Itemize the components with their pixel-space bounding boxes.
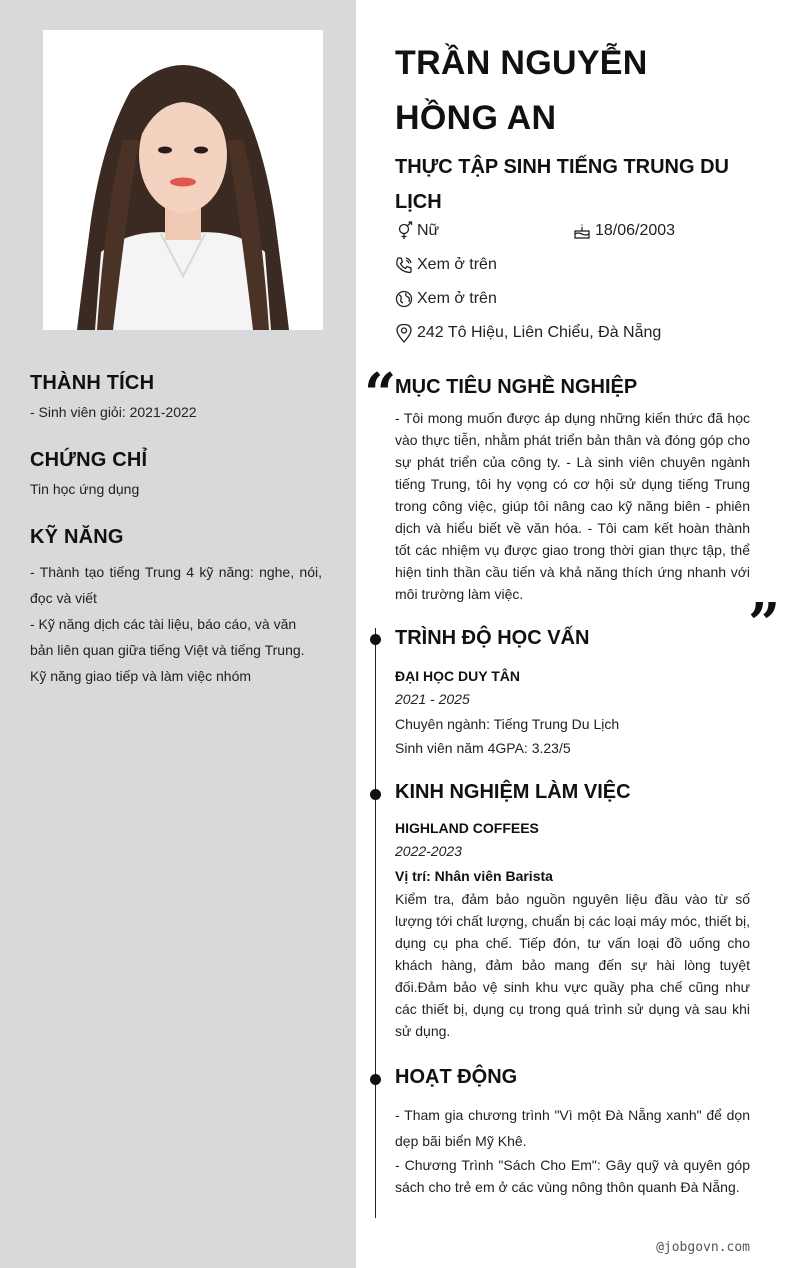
globe-icon <box>395 288 417 310</box>
experience-title: KINH NGHIỆM LÀM VIỆC <box>395 781 631 803</box>
location-pin-icon <box>395 322 417 344</box>
watermark: @jobgovn.com <box>656 1240 750 1255</box>
timeline-dot <box>370 1074 381 1085</box>
education-title: TRÌNH ĐỘ HỌC VẤN <box>395 627 590 649</box>
phone-info <box>395 254 497 276</box>
certificates-text: Tin học ứng dụng <box>30 481 140 497</box>
activity-item: - Tham gia chương trình "Vì một Đà Nẵng xanh" để dọn dẹp bãi biển Mỹ Khê. <box>395 1107 750 1149</box>
timeline-dot <box>370 634 381 645</box>
activity-item: - Chương Trình "Sách Cho Em": Gây quỹ và quyên góp sách cho trẻ em ở các vùng nông thôn quanh Đà Nẵng. <box>395 1157 750 1195</box>
cake-icon <box>573 220 595 242</box>
activities-list <box>395 1102 750 1198</box>
experience-company: HIGHLAND COFFEES <box>395 820 539 836</box>
skills-item: - Kỹ năng dịch các tài liệu, báo cáo, và văn bản liên quan giữa tiếng Việt và tiếng Trung. <box>30 616 305 658</box>
birthdate-value: 18/06/2003 <box>595 222 676 239</box>
gender-value: Nữ <box>417 222 440 239</box>
education-school: ĐẠI HỌC DUY TÂN <box>395 668 520 684</box>
experience-entry <box>395 818 750 1042</box>
experience-period: 2022-2023 <box>395 843 462 859</box>
skills-item: Kỹ năng giao tiếp và làm việc nhóm <box>30 668 252 684</box>
profile-photo <box>43 30 323 330</box>
address-info <box>395 322 661 344</box>
certificates-title: CHỨNG CHỈ <box>30 449 148 471</box>
candidate-name: TRẦN NGUYỄN HỒNG AN <box>395 44 648 137</box>
activities-title: HOẠT ĐỘNG <box>395 1066 518 1088</box>
experience-description: Kiểm tra, đảm bảo nguồn nguyên liệu đầu vào từ số lượng tới chất lượng, chuẩn bị các loại máy móc, thiết bị, dụng cụ pha chế. Tiếp đón, tư vấn loại đồ uống cho khách hàng, đảm bảo mang đến sự hài lòng tuyệt đối.Đảm bảo vệ sinh khu vực quầy pha chế cũng như các thiết bị, dụng cụ trong quá trình sử dụng và sau khi sử dụng. <box>395 891 750 1039</box>
close-quote-icon: ” <box>748 591 781 657</box>
skills-item: - Thành tạo tiếng Trung 4 kỹ năng: nghe, nói, đọc và viết <box>30 564 322 606</box>
gender-info <box>395 220 439 242</box>
gender-icon <box>395 220 417 242</box>
website-info <box>395 288 497 310</box>
phone-icon <box>395 254 417 276</box>
candidate-role: THỰC TẬP SINH TIẾNG TRUNG DU LỊCH <box>395 156 730 213</box>
achievements-title: THÀNH TÍCH <box>30 372 155 394</box>
timeline-line <box>375 628 376 1218</box>
certificates-section <box>30 449 322 502</box>
website-value: Xem ở trên <box>417 290 497 307</box>
skills-title: KỸ NĂNG <box>30 526 124 548</box>
address-value: 242 Tô Hiệu, Liên Chiểu, Đà Nẵng <box>417 324 662 341</box>
education-detail: Sinh viên năm 4GPA: 3.23/5 <box>395 740 571 756</box>
achievements-section <box>30 372 322 425</box>
achievements-text: - Sinh viên giỏi: 2021-2022 <box>30 404 197 420</box>
objective-text: - Tôi mong muốn được áp dụng những kiến thức đã học vào thực tiễn, nhằm phát triển bản thân và đóng góp cho sự phát triển của công ty. - Là sinh viên chuyên ngành tiếng Trung, tôi hy vọng có cơ hội sử dụng tiếng Trung trong công việc, giúp tôi nâng cao kỹ năng biên - phiên dịch và hiểu biết về văn hóa. - Tôi cam kết hoàn thành tốt các nhiệm vụ được giao trong thời gian thực tập, thể hiện tinh thần cầu tiến và khả năng thích ứng nhanh với môi trường làm việc. <box>395 410 750 602</box>
education-period: 2021 - 2025 <box>395 691 470 707</box>
experience-position: Vị trí: Nhân viên Barista <box>395 868 553 884</box>
birthdate-info <box>573 220 675 242</box>
timeline-dot <box>370 789 381 800</box>
education-entry <box>395 666 751 760</box>
phone-value: Xem ở trên <box>417 256 497 273</box>
skills-section <box>30 526 322 689</box>
objective-title: MỤC TIÊU NGHỀ NGHIỆP <box>395 376 638 398</box>
education-major: Chuyên ngành: Tiếng Trung Du Lịch <box>395 716 620 732</box>
open-quote-icon: “ <box>364 361 397 427</box>
